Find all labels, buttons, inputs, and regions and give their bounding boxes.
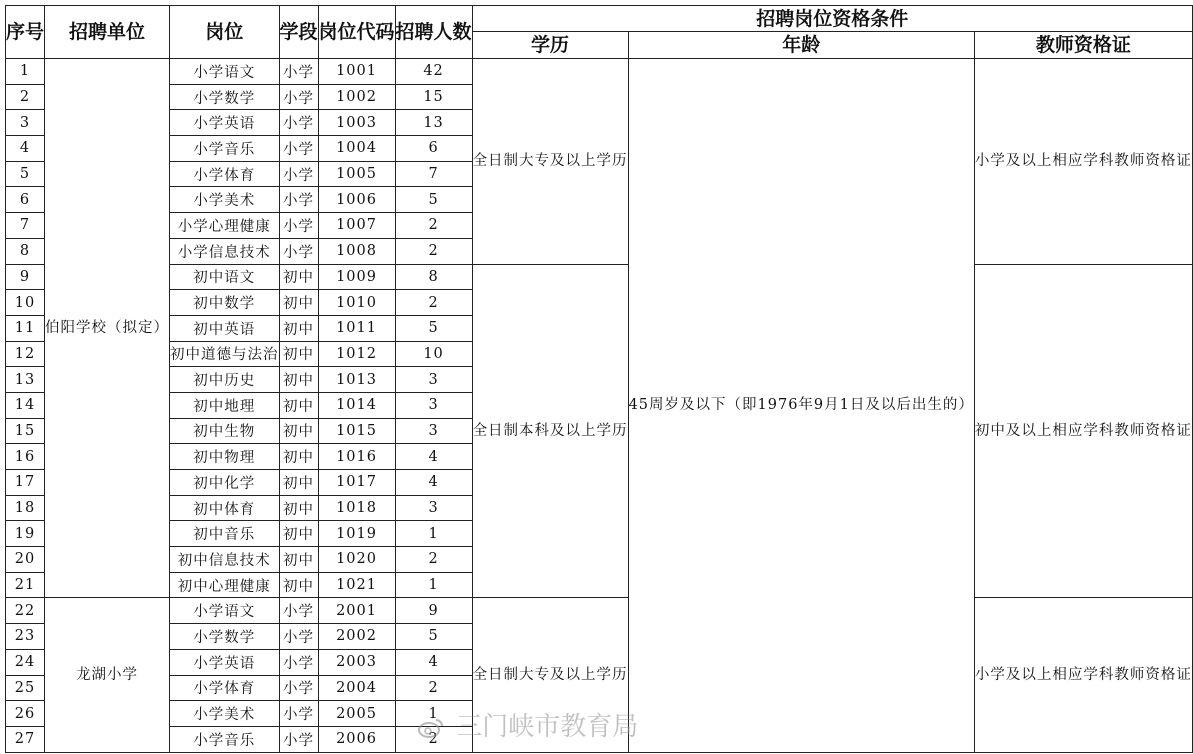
header-unit: 招聘单位	[45, 6, 170, 59]
code-cell: 1021	[318, 572, 395, 598]
level-cell: 小学	[279, 161, 318, 187]
seq-cell: 2	[6, 84, 45, 110]
level-cell: 初中	[279, 290, 318, 316]
level-cell: 初中	[279, 341, 318, 367]
header-count: 招聘人数	[395, 6, 472, 59]
code-cell: 1018	[318, 495, 395, 521]
education-middle-boyang: 全日制本科及以上学历	[472, 264, 628, 598]
level-cell: 小学	[279, 238, 318, 264]
position-cell: 小学数学	[170, 624, 280, 650]
seq-cell: 6	[6, 187, 45, 213]
watermark-text: 三门峡市教育局	[456, 712, 639, 742]
seq-cell: 12	[6, 341, 45, 367]
code-cell: 1016	[318, 444, 395, 470]
count-cell: 1	[395, 701, 472, 727]
position-cell: 小学音乐	[170, 136, 280, 162]
level-cell: 小学	[279, 624, 318, 650]
code-cell: 1002	[318, 84, 395, 110]
seq-cell: 27	[6, 726, 45, 752]
level-cell: 初中	[279, 495, 318, 521]
weibo-logo-icon	[418, 717, 444, 739]
count-cell: 4	[395, 470, 472, 496]
position-cell: 小学英语	[170, 110, 280, 136]
table-row	[6, 598, 1193, 624]
code-cell: 2006	[318, 726, 395, 752]
position-cell: 小学美术	[170, 701, 280, 727]
code-cell: 1010	[318, 290, 395, 316]
count-cell: 6	[395, 136, 472, 162]
seq-cell: 25	[6, 675, 45, 701]
position-cell: 初中音乐	[170, 521, 280, 547]
seq-cell: 8	[6, 238, 45, 264]
table-body	[6, 59, 1193, 753]
code-cell: 1011	[318, 315, 395, 341]
code-cell: 1012	[318, 341, 395, 367]
level-cell: 小学	[279, 110, 318, 136]
count-cell: 3	[395, 392, 472, 418]
certificate-middle-boyang: 初中及以上相应学科教师资格证	[974, 264, 1192, 598]
code-cell: 1007	[318, 213, 395, 239]
code-cell: 2003	[318, 649, 395, 675]
header-position: 岗位	[170, 6, 280, 59]
count-cell: 5	[395, 187, 472, 213]
count-cell: 2	[395, 213, 472, 239]
level-cell: 小学	[279, 726, 318, 752]
level-cell: 初中	[279, 367, 318, 393]
code-cell: 1005	[318, 161, 395, 187]
level-cell: 小学	[279, 649, 318, 675]
position-cell: 初中体育	[170, 495, 280, 521]
seq-cell: 24	[6, 649, 45, 675]
position-cell: 初中地理	[170, 392, 280, 418]
certificate-primary-boyang: 小学及以上相应学科教师资格证	[974, 59, 1192, 265]
level-cell: 初中	[279, 264, 318, 290]
level-cell: 初中	[279, 315, 318, 341]
seq-cell: 3	[6, 110, 45, 136]
count-cell: 10	[395, 341, 472, 367]
level-cell: 小学	[279, 675, 318, 701]
position-cell: 初中英语	[170, 315, 280, 341]
count-cell: 13	[395, 110, 472, 136]
code-cell: 1009	[318, 264, 395, 290]
table-row	[6, 59, 1193, 85]
code-cell: 2004	[318, 675, 395, 701]
seq-cell: 16	[6, 444, 45, 470]
level-cell: 初中	[279, 521, 318, 547]
code-cell: 1006	[318, 187, 395, 213]
count-cell: 2	[395, 238, 472, 264]
count-cell: 1	[395, 572, 472, 598]
seq-cell: 18	[6, 495, 45, 521]
level-cell: 初中	[279, 572, 318, 598]
position-cell: 小学信息技术	[170, 238, 280, 264]
position-cell: 初中物理	[170, 444, 280, 470]
count-cell: 2	[395, 675, 472, 701]
position-cell: 初中语文	[170, 264, 280, 290]
code-cell: 1020	[318, 547, 395, 573]
position-cell: 小学心理健康	[170, 213, 280, 239]
header-education: 学历	[472, 32, 628, 59]
count-cell: 7	[395, 161, 472, 187]
seq-cell: 19	[6, 521, 45, 547]
position-cell: 小学体育	[170, 161, 280, 187]
header-age: 年龄	[628, 32, 974, 59]
level-cell: 小学	[279, 187, 318, 213]
code-cell: 1014	[318, 392, 395, 418]
code-cell: 1019	[318, 521, 395, 547]
unit-longhu: 龙湖小学	[45, 598, 170, 752]
position-cell: 小学体育	[170, 675, 280, 701]
count-cell: 3	[395, 418, 472, 444]
header-certificate: 教师资格证	[974, 32, 1192, 59]
seq-cell: 4	[6, 136, 45, 162]
education-primary-boyang: 全日制大专及以上学历	[472, 59, 628, 265]
count-cell: 5	[395, 624, 472, 650]
seq-cell: 23	[6, 624, 45, 650]
seq-cell: 11	[6, 315, 45, 341]
age-requirement: 45周岁及以下（即1976年9月1日及以后出生的）	[628, 59, 974, 753]
count-cell: 3	[395, 367, 472, 393]
code-cell: 1013	[318, 367, 395, 393]
level-cell: 初中	[279, 547, 318, 573]
seq-cell: 15	[6, 418, 45, 444]
seq-cell: 26	[6, 701, 45, 727]
code-cell: 1003	[318, 110, 395, 136]
position-cell: 小学语文	[170, 598, 280, 624]
count-cell: 9	[395, 598, 472, 624]
count-cell: 2	[395, 726, 472, 752]
seq-cell: 22	[6, 598, 45, 624]
table-header	[6, 6, 1193, 59]
code-cell: 2005	[318, 701, 395, 727]
count-cell: 1	[395, 521, 472, 547]
certificate-primary-longhu: 小学及以上相应学科教师资格证	[974, 598, 1192, 752]
code-cell: 1001	[318, 59, 395, 85]
code-cell: 1017	[318, 470, 395, 496]
level-cell: 小学	[279, 84, 318, 110]
recruitment-table	[5, 5, 1193, 753]
level-cell: 初中	[279, 392, 318, 418]
seq-cell: 21	[6, 572, 45, 598]
level-cell: 初中	[279, 470, 318, 496]
level-cell: 小学	[279, 136, 318, 162]
count-cell: 4	[395, 649, 472, 675]
position-cell: 初中心理健康	[170, 572, 280, 598]
count-cell: 8	[395, 264, 472, 290]
education-primary-longhu: 全日制大专及以上学历	[472, 598, 628, 752]
seq-cell: 13	[6, 367, 45, 393]
watermark	[418, 706, 638, 743]
code-cell: 2002	[318, 624, 395, 650]
seq-cell: 14	[6, 392, 45, 418]
unit-boyang: 伯阳学校（拟定）	[45, 59, 170, 598]
code-cell: 1008	[318, 238, 395, 264]
count-cell: 2	[395, 290, 472, 316]
seq-cell: 10	[6, 290, 45, 316]
position-cell: 小学音乐	[170, 726, 280, 752]
count-cell: 42	[395, 59, 472, 85]
position-cell: 小学美术	[170, 187, 280, 213]
seq-cell: 9	[6, 264, 45, 290]
seq-cell: 1	[6, 59, 45, 85]
position-cell: 初中化学	[170, 470, 280, 496]
code-cell: 1015	[318, 418, 395, 444]
level-cell: 小学	[279, 213, 318, 239]
code-cell: 2001	[318, 598, 395, 624]
seq-cell: 20	[6, 547, 45, 573]
position-cell: 小学英语	[170, 649, 280, 675]
position-cell: 初中历史	[170, 367, 280, 393]
level-cell: 初中	[279, 444, 318, 470]
level-cell: 小学	[279, 59, 318, 85]
count-cell: 3	[395, 495, 472, 521]
count-cell: 15	[395, 84, 472, 110]
header-qualifications: 招聘岗位资格条件	[472, 6, 1192, 32]
position-cell: 初中道德与法治	[170, 341, 280, 367]
level-cell: 小学	[279, 701, 318, 727]
seq-cell: 17	[6, 470, 45, 496]
position-cell: 小学数学	[170, 84, 280, 110]
level-cell: 小学	[279, 598, 318, 624]
count-cell: 2	[395, 547, 472, 573]
table-row	[6, 264, 1193, 290]
header-level: 学段	[279, 6, 318, 59]
position-cell: 初中数学	[170, 290, 280, 316]
level-cell: 初中	[279, 418, 318, 444]
position-cell: 初中信息技术	[170, 547, 280, 573]
position-cell: 初中生物	[170, 418, 280, 444]
count-cell: 5	[395, 315, 472, 341]
seq-cell: 7	[6, 213, 45, 239]
header-code: 岗位代码	[318, 6, 395, 59]
count-cell: 4	[395, 444, 472, 470]
position-cell: 小学语文	[170, 59, 280, 85]
seq-cell: 5	[6, 161, 45, 187]
code-cell: 1004	[318, 136, 395, 162]
header-seq: 序号	[6, 6, 45, 59]
